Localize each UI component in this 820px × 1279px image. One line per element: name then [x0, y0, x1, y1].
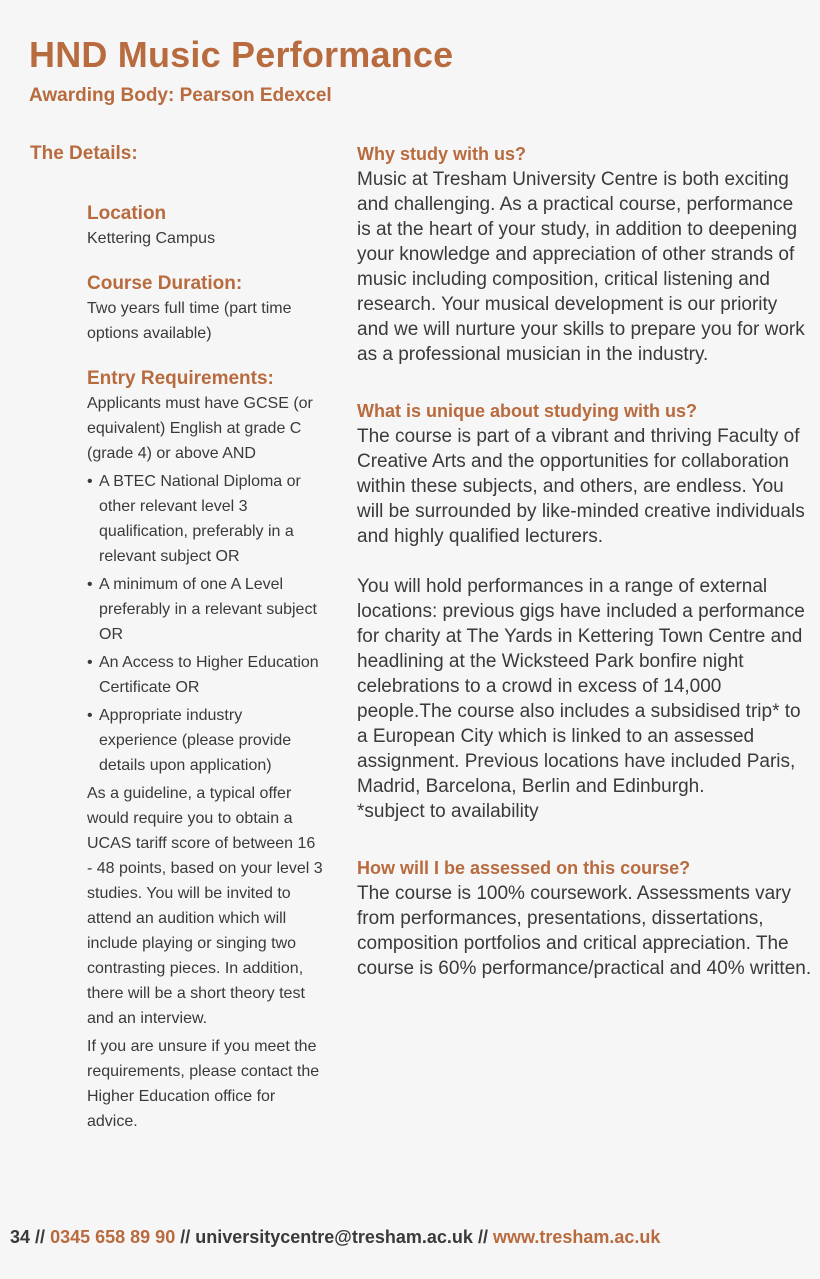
availability-note: *subject to availability [357, 801, 539, 822]
bullet-text: A minimum of one A Level preferably in a relevant subject OR [99, 576, 317, 643]
bullet-icon: • [87, 576, 93, 593]
email-link[interactable]: universitycentre@tresham.ac.uk [195, 1227, 473, 1247]
separator: // [180, 1227, 191, 1247]
why-text: Music at Tresham University Centre is both exciting and challenging. As a practical course, performance is at the heart of your study, in addition to deepening your knowledge and appreciation of other strands of music including composition, critical listening and research. Your musical development is our priority and we will nurture your skills to prepare you for work as a professional musician in the industry. [357, 169, 805, 365]
entry-guideline: As a guideline, a typical offer would require you to obtain a UCAS tariff score of between 16 - 48 points, based on your level 3 studies. You will be invited to attend an audition which will include playing or singing two contrasting pieces. In addition, there will be a short theory test and an interview. [87, 785, 323, 1027]
separator: // [477, 1227, 488, 1247]
entry-bullet-list [87, 469, 323, 778]
bullet-text: Appropriate industry experience (please provide details upon application) [99, 707, 292, 774]
list-item [87, 572, 323, 647]
unique-heading: What is unique about studying with us? [357, 401, 697, 421]
page-title: HND Music Performance [29, 34, 454, 75]
location-section [87, 201, 323, 251]
duration-section [87, 271, 323, 346]
bullet-text: An Access to Higher Education Certificate OR [99, 654, 319, 696]
assessed-text: The course is 100% coursework. Assessments vary from performances, presentations, dissertations, composition portfolios and critical appreciation. The course is 60% performance/practical and 40% written. [357, 883, 812, 979]
list-item [87, 650, 323, 700]
phone-link[interactable]: 0345 658 89 90 [50, 1227, 176, 1247]
entry-heading: Entry Requirements: [87, 368, 274, 389]
awarding-body: Awarding Body: Pearson Edexcel [29, 85, 332, 106]
list-item [87, 703, 323, 778]
bullet-text: A BTEC National Diploma or other relevant level 3 qualification, preferably in a relevant subject OR [99, 473, 301, 565]
footer [10, 1227, 660, 1248]
location-text: Kettering Campus [87, 230, 216, 247]
details-column [87, 201, 323, 1134]
page-number: 34 [10, 1227, 31, 1247]
duration-heading: Course Duration: [87, 273, 243, 294]
info-column [357, 142, 812, 981]
unique-paragraph-2: You will hold performances in a range of external locations: previous gigs have included a performance for charity at The Yards in Kettering Town Centre and headlining at the Wicksteed Park bonfire night celebrations to a crowd in excess of 14,000 people.The course also includes a subsidised trip* to a European City which is linked to an assessed assignment. Previous locations have included Paris, Madrid, Barcelona, Berlin and Edinburgh. [357, 576, 805, 797]
entry-section [87, 366, 323, 1134]
entry-intro: Applicants must have GCSE (or equivalent) English at grade C (grade 4) or above AND [87, 395, 313, 462]
entry-unsure: If you are unsure if you meet the requirements, please contact the Higher Education office for advice. [87, 1038, 320, 1130]
unique-paragraph-1: The course is part of a vibrant and thriving Faculty of Creative Arts and the opportunities for collaboration within these subjects, and others, are endless. You will be surrounded by like-minded creative individuals and highly qualified lecturers. [357, 426, 805, 547]
assessed-heading: How will I be assessed on this course? [357, 858, 691, 878]
bullet-icon: • [87, 473, 93, 490]
list-item [87, 469, 323, 569]
bullet-icon: • [87, 707, 93, 724]
bullet-icon: • [87, 654, 93, 671]
separator: // [35, 1227, 46, 1247]
location-heading: Location [87, 203, 167, 224]
assessed-section [357, 856, 812, 981]
duration-text: Two years full time (part time options available) [87, 300, 292, 342]
why-section [357, 142, 812, 367]
why-heading: Why study with us? [357, 144, 526, 164]
website-link[interactable]: www.tresham.ac.uk [492, 1227, 661, 1247]
unique-section [357, 399, 812, 824]
details-heading: The Details: [30, 143, 138, 164]
